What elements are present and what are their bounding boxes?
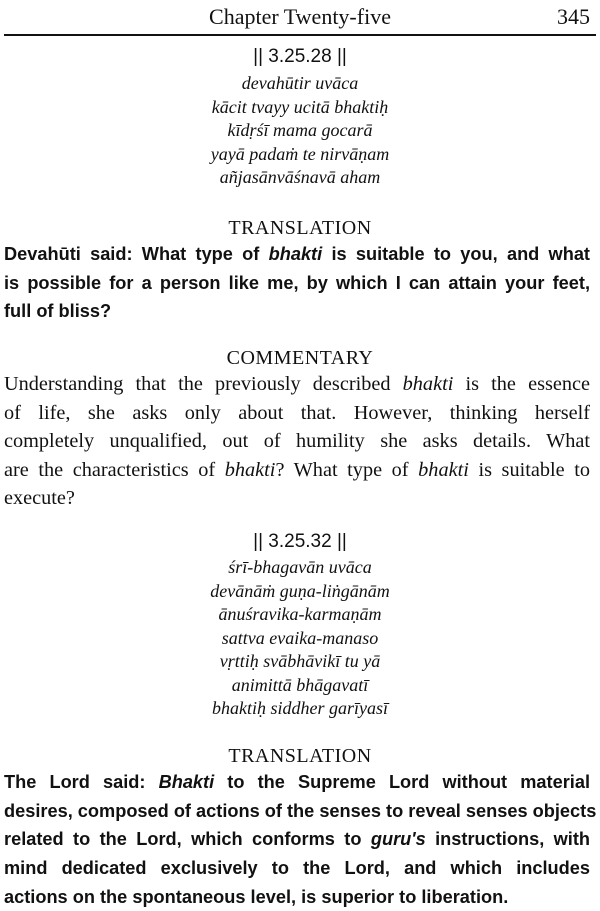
page-number: 345 xyxy=(557,4,590,29)
verse-text xyxy=(0,72,600,190)
paragraph-line: related to the Lord, which conforms to guru's instructions, with xyxy=(4,829,590,850)
verse-line: devānāṁ guṇa-liṅgānām xyxy=(210,580,390,601)
verse-line: kīdṛśī mama gocarā xyxy=(227,120,373,140)
paragraph-line: of life, she asks only about that. However, thinking herself xyxy=(4,401,590,424)
commentary-paragraph xyxy=(4,370,590,513)
paragraph-line: completely unqualified, out of humility she asks details. What xyxy=(4,430,590,452)
verse-line: vṛttiḥ svābhāvikī tu yā xyxy=(219,651,381,671)
verse-line: añjasānvāśnavā aham xyxy=(219,167,381,187)
paragraph-line: full of bliss? xyxy=(4,301,112,322)
verse-line: sattva evaika-manaso xyxy=(221,627,379,648)
verse-line: śrī-bhagavān uvāca xyxy=(228,557,372,577)
paragraph-line: mind dedicated exclusively to the Lord, and which includes xyxy=(4,858,590,879)
chapter-title: Chapter Twenty-five xyxy=(209,4,391,29)
paragraph-line: Devahūti said: What type of bhakti is suitable to you, and what xyxy=(4,244,590,264)
verse-line: animittā bhāgavatī xyxy=(231,674,369,695)
paragraph-line: execute? xyxy=(4,487,75,509)
paragraph-line: is possible for a person like me, by which I can attain your feet, xyxy=(4,272,590,293)
paragraph-line: actions on the spontaneous level, is superior to liberation. xyxy=(4,886,509,907)
verse-line: devahūtir uvāca xyxy=(241,73,359,93)
verse-number: || 3.25.32 || xyxy=(253,531,347,552)
translation-heading: TRANSLATION xyxy=(228,217,372,239)
translation-paragraph xyxy=(4,240,590,326)
verse-line: yayā padaṁ te nirvāṇam xyxy=(210,143,390,164)
translation-heading: TRANSLATION xyxy=(228,745,372,767)
verse-line: bhaktiḥ siddher garīyasī xyxy=(212,698,388,718)
verse-text xyxy=(0,556,600,721)
verse-line: ānuśravika-karmaṇām xyxy=(218,604,382,624)
running-head xyxy=(4,2,596,36)
paragraph-line: are the characteristics of bhakti? What type of bhakti is suitable to xyxy=(4,458,590,481)
translation-paragraph xyxy=(4,768,597,911)
paragraph-line: The Lord said: Bhakti to the Supreme Lord without material xyxy=(4,772,591,792)
paragraph-line: desires, composed of actions of the senses to reveal senses objects xyxy=(4,800,597,821)
verse-number: || 3.25.28 || xyxy=(253,46,347,67)
paragraph-line: Understanding that the previously described bhakti is the essence xyxy=(4,373,591,395)
commentary-heading: COMMENTARY xyxy=(226,347,374,369)
verse-line: kācit tvayy ucitā bhaktiḥ xyxy=(211,96,389,117)
